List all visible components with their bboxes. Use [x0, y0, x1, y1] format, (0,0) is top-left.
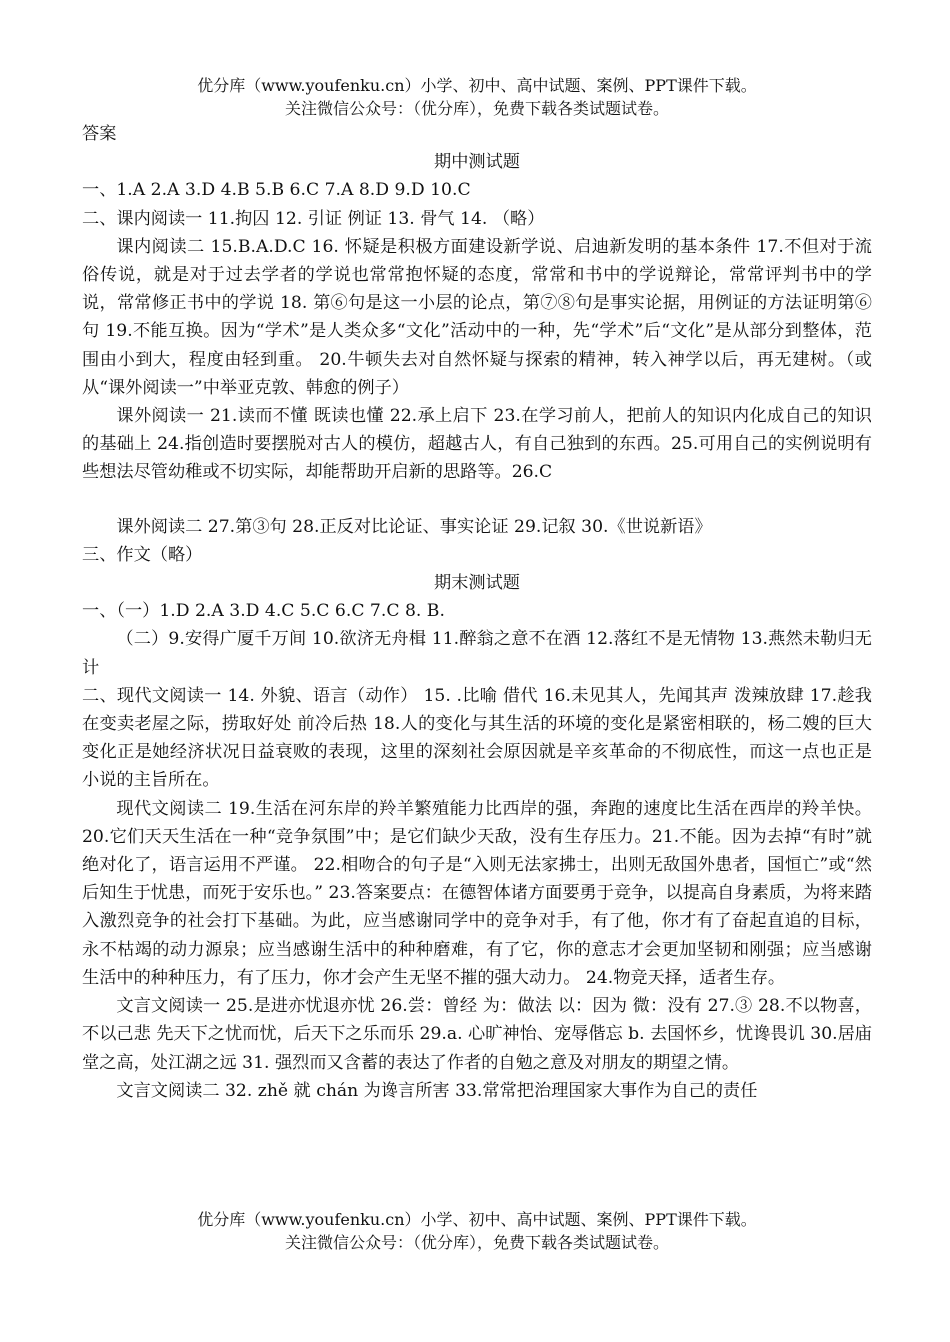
header-line-1: 优分库（www.youfenku.cn）小学、初中、高中试题、案例、PPT课件下载。: [197, 76, 757, 95]
midterm-outside-reading-1: 课外阅读一 21.读而不懂 既读也懂 22.承上启下 23.在学习前人，把前人的知识内化成自己的知识的基础上 24.指创造时要摆脱对古人的模仿，超越古人，有自己独到的东西。25.可用自己的实例说明有些想法尽管幼稚或不切实际，却能帮助开启新的思路等。26.C: [82, 406, 872, 483]
page-header: [82, 74, 872, 120]
doc-title: 答案: [82, 124, 117, 144]
midterm-section-3: 三、作文（略）: [82, 544, 203, 565]
final-classical-reading-1: 文言文阅读一 25.是进亦忧退亦忧 26.尝：曾经 为：做法 以：因为 微：没有 27.③ 28.不以物喜，不以己悲 先天下之忧而忧，后天下之乐而乐 29.a. 心旷神怡、宠辱偕忘 b. 去国怀乡，忧谗畏讥 30.居庙堂之高，处江湖之远 31. 强烈而又含蓄的表达了作者的自勉之意及对朋友的期望之情。: [82, 996, 872, 1073]
page-footer: [82, 1208, 872, 1254]
midterm-outside-reading-2: 课外阅读二 27.第③句 28.正反对比论证、事实论证 29.记叙 30.《世说新语》: [116, 516, 712, 537]
midterm-heading: 期中测试题: [434, 152, 520, 173]
header-line-2: 关注微信公众号：（优分库），免费下载各类试题试卷。: [284, 99, 669, 118]
footer-line-1: 优分库（www.youfenku.cn）小学、初中、高中试题、案例、PPT课件下载。: [197, 1210, 757, 1229]
final-modern-reading-2: 现代文阅读二 19.生活在河东岸的羚羊繁殖能力比西岸的强，奔跑的速度比生活在西岸的羚羊快。 20.它们天天生活在一种“竞争氛围”中；是它们缺少天敌，没有生存压力。21.不能。因为去掉“有时”就绝对化了，语言运用不严谨。 22.相吻合的句子是“入则无法家拂士，出则无敌国外患者，国恒亡”或“然后知生于忧患，而死于安乐也。” 23.答案要点：在德智体诸方面要勇于竞争，以提高自身素质，为将来踏入激烈竞争的社会打下基础。为此，应当感谢同学中的竞争对手，有了他，你才有了奋起直追的目标，永不枯竭的动力源泉；应当感谢生活中的种种磨难，有了它，你的意志才会更加坚韧和刚强；应当感谢生活中的种种压力，有了压力，你才会产生无坚不摧的强大动力。 24.物竞天择，适者生存。: [82, 798, 872, 988]
final-classical-reading-2: 文言文阅读二 32. zhě 就 chán 为谗言所害 33.常常把治理国家大事作为自己的责任: [116, 1080, 758, 1101]
midterm-section-2: 二、课内阅读一 11.拘囚 12. 引证 例证 13. 骨气 14. （略）: [82, 208, 545, 229]
footer-line-2: 关注微信公众号：（优分库），免费下载各类试题试卷。: [284, 1233, 669, 1252]
document-page: [82, 74, 872, 1105]
midterm-section-1: 一、1.A 2.A 3.D 4.B 5.B 6.C 7.A 8.D 9.D 10.C: [82, 180, 471, 201]
answer-body: [82, 120, 872, 1105]
midterm-inclass-reading-2: 课内阅读二 15.B.A.D.C 16. 怀疑是积极方面建设新学说、启迪新发明的基本条件 17.不但对于流俗传说，就是对于过去学者的学说也常常抱怀疑的态度，常常和书中的学说辩论，常常评判书中的学说，常常修正书中的学说 18. 第⑥句是这一小层的论点，第⑦⑧句是事实论据，用例证的方法证明第⑥句 19.不能互换。因为“学术”是人类众多“文化”活动中的一种，先“学术”后“文化”是从部分到整体，范围由小到大，程度由轻到重。 20.牛顿失去对自然怀疑与探索的精神，转入神学以后，再无建树。（或从“课外阅读一”中举亚克敦、韩愈的例子）: [82, 236, 872, 398]
final-modern-reading-1: 二、现代文阅读一 14. 外貌、语言（动作） 15. .比喻 借代 16.未见其人，先闻其声 泼辣放肆 17.趁我在变卖老屋之际，捞取好处 前冷后热 18.人的变化与其生活的环境的变化是紧密相联的，杨二嫂的巨大变化正是她经济状况日益衰败的表现，这里的深刻社会原因就是辛亥革命的不彻底性，而这一点也正是小说的主旨所在。: [82, 685, 872, 791]
final-section-1b: （二）9.安得广厦千万间 10.欲济无舟楫 11.醉翁之意不在酒 12.落红不是无情物 13.燕然未勒归无计: [82, 629, 872, 678]
paragraph-gap: [82, 487, 872, 513]
final-heading: 期末测试题: [434, 573, 520, 594]
final-section-1a: 一、（一）1.D 2.A 3.D 4.C 5.C 6.C 7.C 8. B.: [82, 601, 445, 622]
